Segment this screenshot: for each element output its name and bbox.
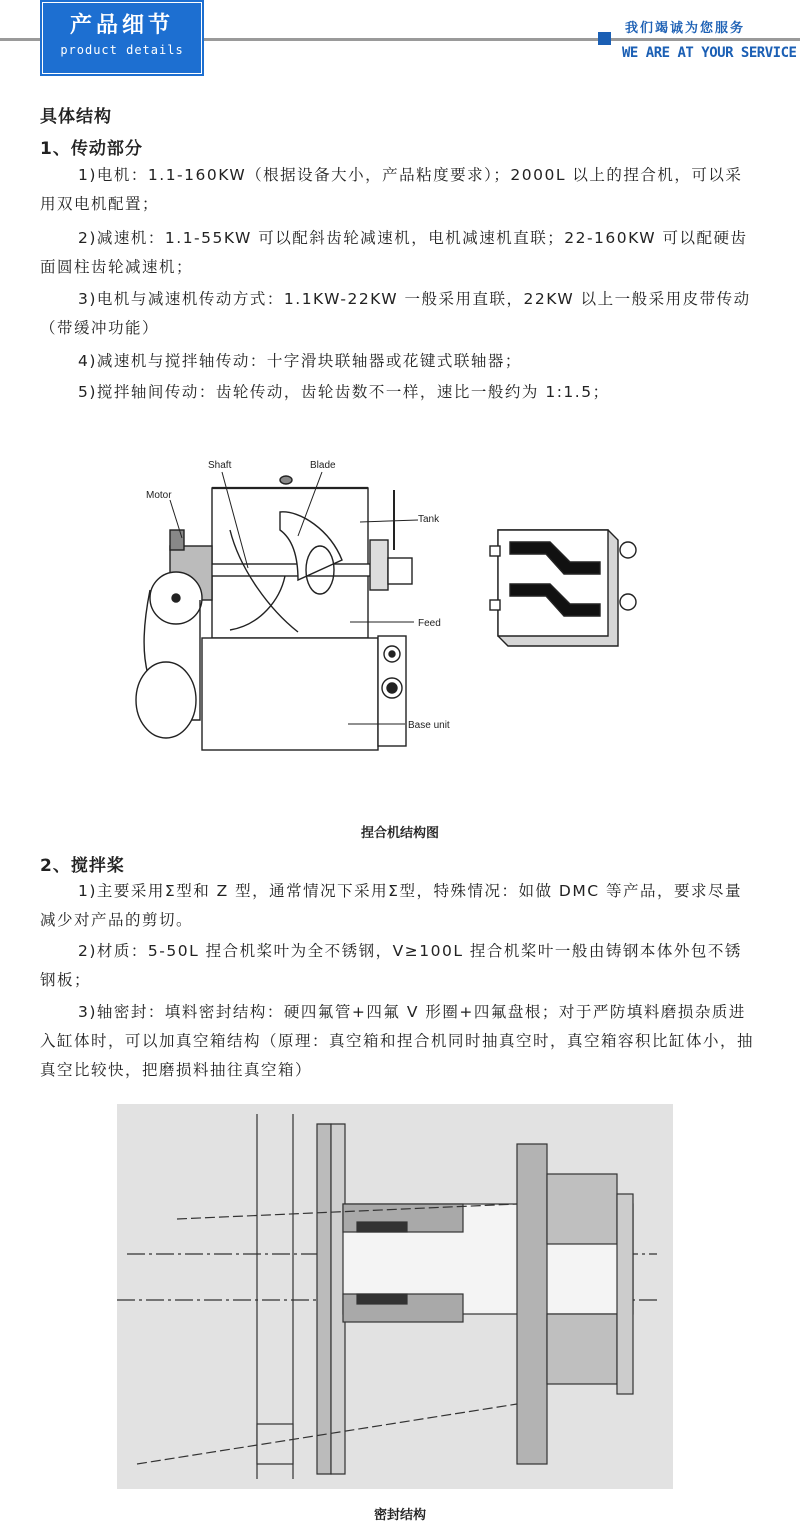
label-feed: Feed [418, 618, 441, 629]
figure1-caption: 捏合机结构图 [360, 826, 439, 841]
product-details-badge [40, 0, 204, 76]
section1-item-2: 2)减速机：1.1-55KW 可以配斜齿轮减速机，电机减速机直联；22-160KW 可以配硬齿面圆柱齿轮减速机； [40, 229, 748, 276]
section-title: 具体结构 [40, 107, 112, 127]
label-blade: Blade [310, 460, 336, 471]
section1-heading: 1、传动部分 [40, 139, 143, 159]
seal-structure-drawing [117, 1104, 673, 1489]
badge-title-cn: 产品细节 [69, 13, 174, 38]
label-motor: Motor [146, 490, 172, 501]
section1-item-1: 1)电机：1.1-160KW（根据设备大小，产品粘度要求）；2000L 以上的捏合机，可以采用双电机配置； [40, 166, 743, 213]
section1-item-3: 3)电机与减速机传动方式：1.1KW-22KW 一般采用直联，22KW 以上一般采用皮带传动（带缓冲功能） [40, 290, 751, 337]
section2-item-3: 3)轴密封：填料密封结构：硬四氟管+四氟 V 形圈+四氟盘根；对于严防填料磨损杂质进入缸体时，可以加真空箱结构（原理：真空箱和捏合机同时抽真空时，真空箱容积比缸体小，抽真空比较快，把磨损料抽往真空箱） [40, 1003, 755, 1079]
section2-item-2: 2)材质：5-50L 捏合机桨叶为全不锈钢，V≥100L 捏合机桨叶一般由铸钢本体外包不锈钢板； [40, 942, 742, 989]
label-base-unit: Base unit [408, 720, 450, 731]
section1-item-5: 5)搅拌轴间传动：齿轮传动，齿轮齿数不一样，速比一般约为 1:1.5； [78, 383, 610, 401]
service-slogan-en: WE ARE AT YOUR SERVICE [622, 45, 797, 61]
slogan-square-icon [598, 32, 611, 45]
section2-item-1: 1)主要采用Σ型和 Z 型，通常情况下采用Σ型，特殊情况：如做 DMC 等产品，要求尽量减少对产品的剪切。 [40, 882, 742, 929]
label-shaft: Shaft [208, 460, 232, 471]
label-tank: Tank [418, 514, 440, 525]
section2-heading: 2、搅拌桨 [40, 856, 125, 876]
service-slogan-cn: 我们竭诚为您服务 [625, 21, 746, 36]
figure2-caption: 密封结构 [373, 1508, 426, 1523]
badge-title-en: product details [60, 43, 184, 57]
page-header [0, 0, 800, 80]
section1-item-4: 4)减速机与搅拌轴传动：十字滑块联轴器或花键式联轴器； [78, 352, 522, 370]
kneader-structure-diagram [130, 450, 670, 770]
